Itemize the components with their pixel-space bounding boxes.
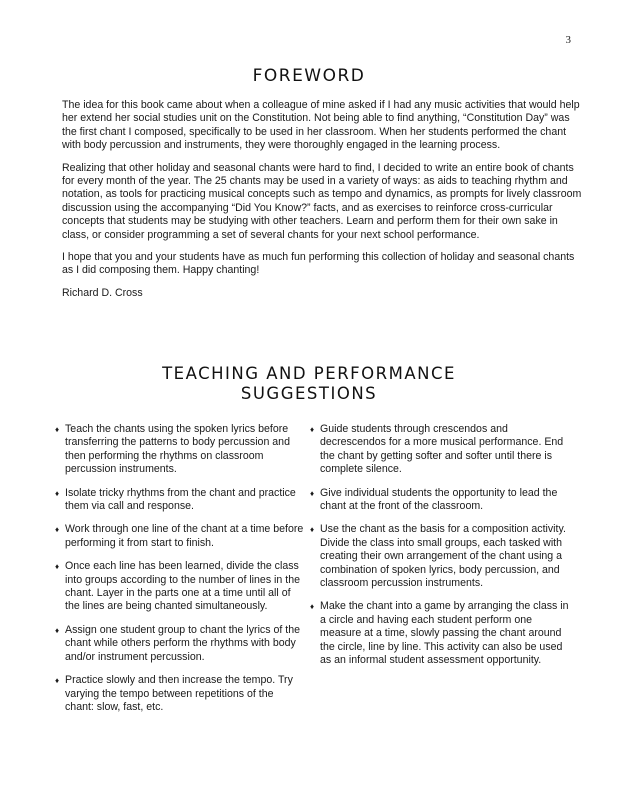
diamond-bullet-icon: ♦ (55, 625, 60, 635)
suggestion-text: Give individual students the opportunity to lead the chant at the front of the classroom. (320, 486, 558, 513)
suggestion-text: Guide students through crescendos and decrescendos for a more musical performance. End the chant by getting softer and softer until there is complete silence. (320, 423, 564, 476)
diamond-bullet-icon: ♦ (55, 676, 60, 686)
suggestions-right-column (310, 423, 572, 678)
foreword-paragraph: Realizing that other holiday and seasonal chants were hard to find, I decided to write an entire book of chants for every month of the year. The 25 chants may be used in a variety of ways: as aids to teaching rhythm and notation, as tools for practicing musical concepts such as tempo and dynamics, as prompts for lively classroom discussion using the accompanying “Did You Know?” facts, and as exercises to reinforce cross-curricular concepts that students may be studying with other teachers. Learn and perform them for their own sake in class, or consider programming a set of several chants for your next school performance. (62, 161, 582, 241)
suggestions-title-line1: TEACHING AND PERFORMANCE (162, 364, 456, 383)
suggestion-item (310, 423, 572, 477)
diamond-bullet-icon: ♦ (310, 488, 315, 498)
diamond-bullet-icon: ♦ (55, 488, 60, 498)
foreword-body (62, 99, 582, 309)
suggestions-left-column (55, 423, 305, 724)
suggestion-item (55, 523, 305, 550)
foreword-signature: Richard D. Cross (62, 286, 143, 299)
suggestion-text: Once each line has been learned, divide the class into groups according to the number of lines in the chant. Layer in the parts one at a time until all of the lines are being chanted simultaneously. (65, 560, 300, 613)
diamond-bullet-icon: ♦ (310, 602, 315, 612)
suggestion-item (55, 423, 305, 477)
suggestion-text: Work through one line of the chant at a time before performing it from start to finish. (65, 523, 304, 549)
suggestions-title-line2: SUGGESTIONS (240, 384, 378, 403)
diamond-bullet-icon: ♦ (310, 425, 315, 434)
foreword-title: FOREWORD (252, 66, 366, 86)
suggestion-text: Assign one student group to chant the lyrics of the chant while others perform the rhythms with body and/or instrument percussion. (65, 623, 300, 663)
diamond-bullet-icon: ♦ (55, 425, 60, 434)
suggestion-item (55, 624, 305, 664)
suggestion-item (55, 674, 305, 714)
suggestion-text: Make the chant into a game by arranging the class in a circle and having each student perform one measure at a time, slowly passing the chant around the circle, line by line. This activity can also be used as an informal student assessment opportunity. (320, 600, 569, 667)
foreword-paragraph: The idea for this book came about when a colleague of mine asked if I had any music activities that would help her extend her social studies unit on the Constitution. Not being able to find anything, “Constitution Day” was the first chant I composed, specifically to be used in her classroom. When her students performed the chant with body percussion and instruments, they were thoroughly engaged in the learning process. (62, 99, 580, 152)
suggestion-item (310, 487, 572, 514)
foreword-paragraph: I hope that you and your students have as much fun performing this collection of holiday and seasonal chants as I did composing them. Happy chanting! (62, 251, 575, 277)
suggestion-item (55, 560, 305, 614)
diamond-bullet-icon: ♦ (55, 525, 60, 535)
diamond-bullet-icon: ♦ (55, 562, 60, 572)
suggestion-item (310, 523, 572, 590)
suggestion-item (55, 487, 305, 514)
diamond-bullet-icon: ♦ (310, 525, 315, 535)
page-number: 3 (565, 34, 571, 46)
suggestion-text: Isolate tricky rhythms from the chant and practice them via call and response. (65, 486, 296, 513)
suggestion-item (310, 600, 572, 667)
suggestion-text: Use the chant as the basis for a composition activity. Divide the class into small groups, each tasked with creating their own arrangement of the chant using a combination of spoken lyrics, body percussion, and classroom percussion instruments. (320, 523, 566, 590)
suggestions-title (0, 364, 618, 404)
suggestion-text: Practice slowly and then increase the tempo. Try varying the tempo between repetitions of the chant: slow, fast, etc. (65, 674, 293, 713)
suggestion-text: Teach the chants using the spoken lyrics before transferring the patterns to body percussion and then performing the rhythms on classroom percussion instruments. (65, 423, 290, 476)
